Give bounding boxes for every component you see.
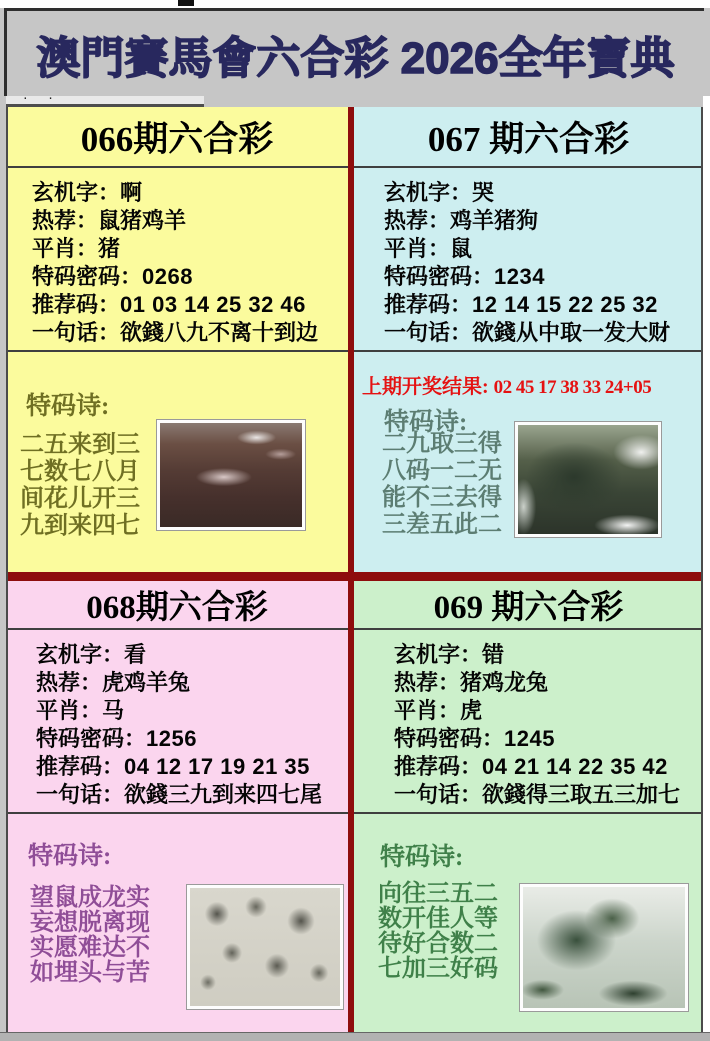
poem-line: 二九取三得 xyxy=(382,431,502,457)
field-label: 玄机字： xyxy=(32,180,121,205)
field-value: 欲錢三九到来四七尾 xyxy=(124,782,323,807)
poem-line: 实愿难达不 xyxy=(30,935,150,961)
field-label: 一句话： xyxy=(384,320,473,345)
field-value: 错 xyxy=(482,642,505,667)
top-mark xyxy=(178,0,194,6)
info-row xyxy=(384,263,703,291)
info-row xyxy=(394,781,703,809)
poem-line: 七加三好码 xyxy=(378,956,498,982)
right-margin-strip xyxy=(703,96,710,1032)
field-value: 04 12 17 19 21 35 xyxy=(124,754,310,779)
poem-line: 妄想脱离现 xyxy=(30,910,150,936)
field-value: 啊 xyxy=(120,180,143,205)
field-label: 推荐码： xyxy=(36,754,125,779)
field-label: 特码密码： xyxy=(384,264,495,289)
dark-green-cliff-photo xyxy=(515,422,661,537)
field-value: 哭 xyxy=(472,180,495,205)
field-value: 鸡羊猪狗 xyxy=(450,208,539,233)
field-value: 1245 xyxy=(504,726,555,751)
info-row xyxy=(384,291,703,319)
field-label: 玄机字： xyxy=(36,642,125,667)
field-value: 看 xyxy=(124,642,147,667)
info-row xyxy=(36,641,348,669)
dark-brown-mountain-photo xyxy=(157,420,305,530)
field-value: 1256 xyxy=(146,726,197,751)
panel-068-title: 068期六合彩 xyxy=(6,581,348,630)
panel-067-info xyxy=(354,168,703,352)
info-row xyxy=(36,669,348,697)
field-value: 0268 xyxy=(142,264,193,289)
title-bar xyxy=(4,8,704,96)
info-row xyxy=(36,697,348,725)
field-label: 平肖： xyxy=(32,236,99,261)
ink-tree-painting xyxy=(187,885,343,1009)
info-row xyxy=(384,179,703,207)
poem-line: 二五来到三 xyxy=(20,432,140,458)
field-label: 热荐： xyxy=(384,208,451,233)
field-value: 欲錢八九不离十到边 xyxy=(120,320,319,345)
page-title: 澳門賽馬會六合彩 2026全年寶典 xyxy=(36,33,675,83)
info-row xyxy=(384,207,703,235)
field-label: 特码密码： xyxy=(36,726,147,751)
field-label: 平肖： xyxy=(394,698,461,723)
poem-line: 向往三五二 xyxy=(378,881,498,907)
poem-lines xyxy=(382,431,502,539)
info-row xyxy=(36,725,348,753)
field-value: 猪 xyxy=(98,236,121,261)
info-row xyxy=(32,235,348,263)
info-row xyxy=(394,697,703,725)
panel-069-poem-section xyxy=(354,814,703,1032)
panel-067-title: 067 期六合彩 xyxy=(354,107,703,168)
field-label: 特码密码： xyxy=(394,726,505,751)
horizontal-red-divider xyxy=(6,572,703,581)
info-row xyxy=(32,319,348,347)
field-label: 平肖： xyxy=(36,698,103,723)
panel-069-info xyxy=(354,630,703,814)
field-value: 欲錢得三取五三加七 xyxy=(482,782,681,807)
field-value: 虎鸡羊兔 xyxy=(102,670,191,695)
info-row xyxy=(32,179,348,207)
poem-lines xyxy=(30,886,150,986)
field-value: 04 21 14 22 35 42 xyxy=(482,754,668,779)
info-row xyxy=(32,207,348,235)
panel-066-info xyxy=(6,168,348,352)
scroll-tab-remnant xyxy=(6,89,204,107)
info-row xyxy=(384,235,703,263)
field-value: 鼠 xyxy=(450,236,473,261)
panel-069-title: 069 期六合彩 xyxy=(354,581,703,630)
field-value: 鼠猪鸡羊 xyxy=(98,208,187,233)
panel-068-poem-section xyxy=(6,814,348,1032)
bottom-strip xyxy=(0,1032,710,1041)
panel-067 xyxy=(354,107,703,572)
panel-068-info xyxy=(6,630,348,814)
field-value: 1234 xyxy=(494,264,545,289)
info-row xyxy=(394,753,703,781)
result-numbers: 02 45 17 38 33 24+05 xyxy=(493,377,652,398)
field-value: 欲錢从中取一发大财 xyxy=(472,320,671,345)
poem-label: 特码诗: xyxy=(26,393,110,420)
field-label: 特码密码： xyxy=(32,264,143,289)
poem-lines xyxy=(378,882,498,982)
poem-line: 如埋头与苦 xyxy=(30,960,150,986)
info-row xyxy=(394,669,703,697)
info-row xyxy=(32,263,348,291)
info-row xyxy=(394,725,703,753)
field-label: 一句话： xyxy=(36,782,125,807)
field-label: 推荐码： xyxy=(384,292,473,317)
field-label: 热荐： xyxy=(394,670,461,695)
field-label: 一句话： xyxy=(394,782,483,807)
panel-066-poem-section xyxy=(6,352,348,570)
info-row xyxy=(394,641,703,669)
result-label: 上期开奖结果: xyxy=(362,376,489,398)
field-value: 马 xyxy=(102,698,125,723)
field-value: 01 03 14 25 32 46 xyxy=(120,292,306,317)
poem-label: 特码诗: xyxy=(384,409,468,436)
panel-067-poem-section xyxy=(354,352,703,570)
poem-line: 七数七八月 xyxy=(20,459,140,485)
last-draw-result xyxy=(362,370,697,399)
field-value: 猪鸡龙兔 xyxy=(460,670,549,695)
poem-line: 间花儿开三 xyxy=(20,486,140,512)
poem-label: 特码诗: xyxy=(380,844,464,871)
vertical-red-divider xyxy=(348,107,354,1032)
panel-066-title: 066期六合彩 xyxy=(6,107,348,168)
info-row xyxy=(32,291,348,319)
dots-icon: . . xyxy=(22,89,60,102)
field-label: 一句话： xyxy=(32,320,121,345)
field-label: 热荐： xyxy=(36,670,103,695)
panel-068 xyxy=(6,581,348,1032)
field-label: 推荐码： xyxy=(32,292,121,317)
field-value: 虎 xyxy=(460,698,483,723)
field-label: 热荐： xyxy=(32,208,99,233)
misty-mountain-ink-painting xyxy=(520,884,688,1011)
poem-line: 数开佳人等 xyxy=(378,906,498,932)
poem-label: 特码诗: xyxy=(28,843,112,870)
field-label: 推荐码： xyxy=(394,754,483,779)
poem-line: 望鼠成龙实 xyxy=(30,885,150,911)
info-row xyxy=(36,753,348,781)
poem-line: 九到来四七 xyxy=(20,513,140,539)
field-label: 平肖： xyxy=(384,236,451,261)
panel-066 xyxy=(6,107,348,572)
poem-line: 三差五此二 xyxy=(382,512,502,538)
top-strip xyxy=(0,0,710,8)
poem-line: 八码一二无 xyxy=(382,458,502,484)
poem-lines xyxy=(20,432,140,540)
field-label: 玄机字： xyxy=(384,180,473,205)
panel-069 xyxy=(354,581,703,1032)
info-row xyxy=(36,781,348,809)
field-label: 玄机字： xyxy=(394,642,483,667)
info-row xyxy=(384,319,703,347)
poem-line: 待好合数二 xyxy=(378,931,498,957)
poem-line: 能不三去得 xyxy=(382,485,502,511)
field-value: 12 14 15 22 25 32 xyxy=(472,292,658,317)
